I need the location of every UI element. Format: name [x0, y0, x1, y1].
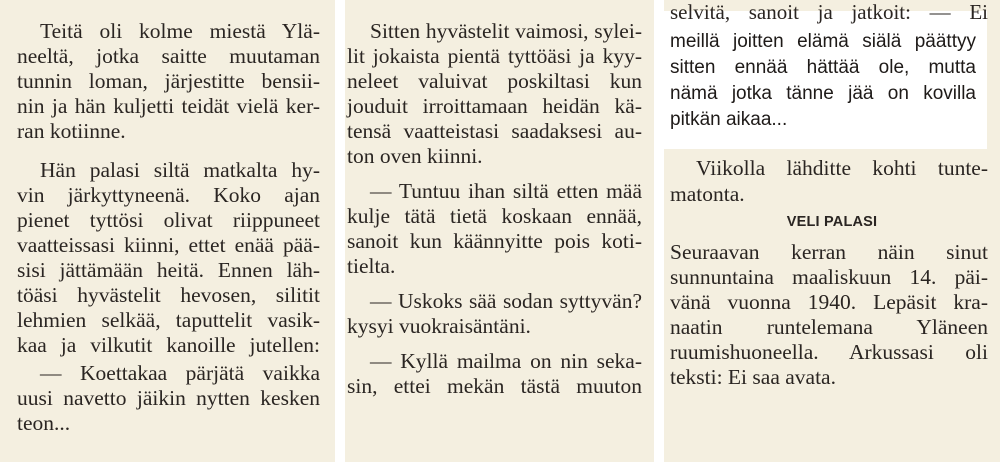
text-line: jouduit irroittamaan heidän kä-	[347, 94, 642, 118]
text-line: Seuraavan kerran näin sinut	[670, 240, 988, 264]
section-heading: VELI PALASI	[786, 214, 878, 230]
text-line: töäsi hyvästelit hevosen, silitit	[17, 283, 320, 307]
text-line: lehmien selkää, taputtelit vasik-	[17, 308, 320, 332]
highlighted-line: meillä joitten elämä siälä päättyy	[670, 31, 976, 52]
text-line: teon...	[17, 411, 71, 435]
text-line: teksti: Ei saa avata.	[670, 365, 836, 389]
text-line: — Uskoks sää sodan syttyvän?	[370, 289, 642, 313]
text-line: vaatteissasi kiinni, ettet enää pää-	[17, 233, 320, 257]
column-1	[0, 0, 335, 462]
text-line: Hän palasi siltä matkalta hy-	[40, 158, 320, 182]
text-line: sin, ettei mekän tästä muuton	[347, 374, 642, 398]
text-line: Teitä oli kolme miestä Ylä-	[40, 19, 320, 43]
text-line: lit jokaista pientä tyttöäsi ja kyy-	[347, 44, 642, 68]
text-line: neeltä, jotka saitte muutaman	[17, 44, 320, 68]
text-line: ruumishuoneella. Arkussasi oli	[670, 340, 988, 364]
text-line: nin ja hän kuljetti teidät vielä ker-	[17, 94, 320, 118]
highlighted-line: pitkän aikaa...	[670, 109, 788, 130]
text-line: uusi navetto jäikin nytten kesken	[17, 386, 320, 410]
text-line: sanoit kun käännyitte pois koti-	[347, 229, 642, 253]
highlighted-line: nämä jotka tänne jää on kovilla	[670, 83, 976, 104]
text-line: — Kyllä mailma on nin seka-	[370, 349, 642, 373]
column-3	[664, 0, 1000, 462]
text-line: Viikolla lähditte kohti tunte-	[696, 156, 988, 180]
text-line: ran kotiinne.	[17, 119, 126, 143]
text-line: ton oven kiinni.	[347, 144, 483, 168]
text-line: kysyi vuokraisäntäni.	[347, 314, 531, 338]
text-line: pienet tyttösi olivat riippuneet	[17, 208, 320, 232]
text-line: tunnin loman, järjestitte bensii-	[17, 69, 320, 93]
text-line: matonta.	[670, 182, 745, 206]
text-line: kaa ja vilkutit kanoille jutellen:	[17, 333, 320, 357]
highlighted-line: sitten ennää hättää ole, mutta	[670, 57, 976, 78]
text-line: — Koettakaa pärjätä vaikka	[40, 361, 320, 385]
column-2	[345, 0, 654, 462]
text-line: sunnuntaina maaliskuun 14. päi-	[670, 265, 988, 289]
text-line: kulje tätä tietä koskaan ennää,	[347, 204, 642, 228]
text-line: selvitä, sanoit ja jatkoit: — Ei	[670, 0, 988, 24]
text-line: neleet valuivat poskiltasi kun	[347, 69, 642, 93]
text-line: vänä vuonna 1940. Lepäsit kra-	[670, 290, 988, 314]
text-line: naatin runtelemana Yläneen	[670, 315, 988, 339]
text-line: tielta.	[347, 254, 396, 278]
text-line: tensä vaatteistasi saadaksesi au-	[347, 119, 642, 143]
text-line: Sitten hyvästelit vaimosi, sylei-	[370, 19, 642, 43]
text-line: vin järkyttyneenä. Koko ajan	[17, 183, 320, 207]
text-line: sisi jättämään heitä. Ennen läh-	[17, 258, 320, 282]
text-line: — Tuntuu ihan siltä etten mää	[370, 179, 642, 203]
